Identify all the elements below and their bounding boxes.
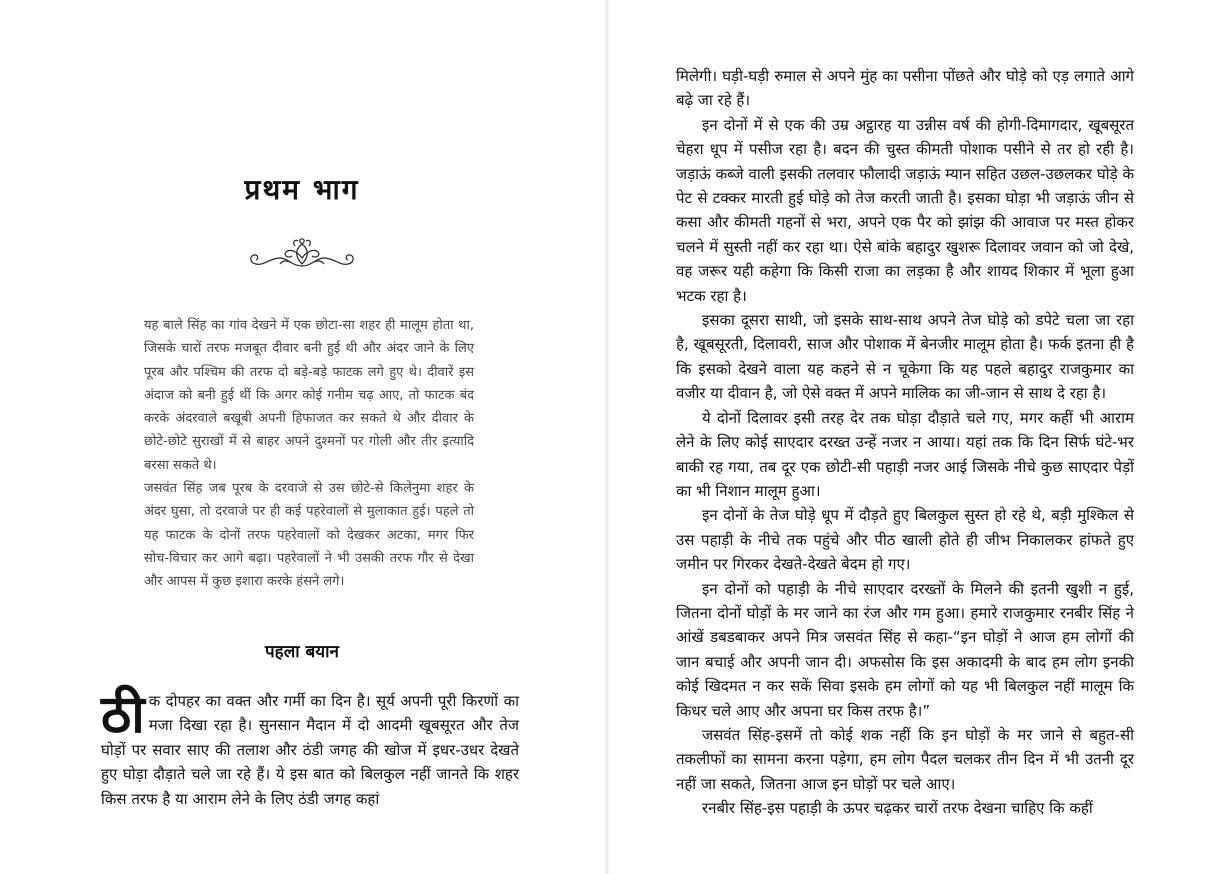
intro-paragraph: यह बाले सिंह का गांव देखने में एक छोटा-सा शहर ही मालूम होता था, जिसके चारों तरफ मजबूत दीवार बनी हुई थी और अंदर जाने के लिए पूरब और पश्चिम की तरफ दो बड़े-बड़े फाटक लगे हुए थे। दीवारें इस अंदाज को बनी हुई थीं कि अगर कोई गनीम चढ़ आए, तो फाटक बंद करके अंदरवाले बखूबी अपनी हिफाजत कर सकते थे और दीवार के छोटे-छोटे सुराखों में से बाहर अपने दुश्मनों पर गोली और तीर इत्यादि बरसा सकते थे। (144, 318, 474, 473)
floral-ornament-icon (246, 236, 358, 272)
paragraph: मिलेगी। घड़ी-घड़ी रुमाल से अपने मुंह का पसीना पोंछते और घोड़े को एड़ लगाते आगे बढ़े जा रहे हैं। (676, 67, 1134, 110)
paragraph: रनबीर सिंह-इस पहाड़ी के ऊपर चढ़कर चारों तरफ देखना चाहिए कि कहीं (702, 799, 1093, 818)
paragraph: इसका दूसरा साथी, जो इसके साथ-साथ अपने तेज घोड़े को डपेटे चला जा रहा है, खूबसूरती, दिलावरी, साज और पोशाक में बेनजीर मालूम होता है। फर्क इतना ही है कि इसको देखने वाला यह कहने से न चूकेगा कि यह पहले बहादुर राजकुमार का वजीर या दीवान है, जो ऐसे वक्त में अपने मालिक का जी-जान से साथ दे रहा है। (676, 311, 1134, 403)
intro-paragraph: जसवंत सिंह जब पूरब के दरवाजे से उस छोटे-से किलेनुमा शहर के अंदर घुसा, तो दरवाजे पर ही कई पहरेवालों से मुलाकात हुई। पहले तो यह फाटक के दोनों तरफ पहरेवालों को देखकर अटका, मगर फिर सोच-विचार कर आगे बढ़ा। पहरेवालों ने भी उसकी तरफ गौर से देखा और आपस में कुछ इशारा करके हंसने लगे। (144, 481, 474, 590)
left-page (0, 0, 604, 874)
part-title: प्रथम भाग (244, 173, 360, 206)
chapter-body-left (101, 685, 519, 811)
intro-text (144, 314, 474, 594)
opening-text: क दोपहर का वक्त और गर्मी का दिन है। सूर्य अपनी पूरी किरणों का मजा दिखा रहा है। सुनसान मैदान में दो आदमी खूबसूरत और तेज घोड़ों पर सवार साए की तलाश और ठंडी जगह की खोज में इधर-उधर देखते हुए घोड़ा दौड़ाते चले जा रहे हैं। ये इस बात को बिलकुल नहीं जानते कि शहर किस तरफ है या आराम लेने के लिए ठंडी जगह कहां (101, 692, 519, 808)
drop-cap: ठी (101, 685, 145, 745)
paragraph: इन दोनों के तेज घोड़े धूप में दौड़ते हुए बिलकुल सुस्त हो रहे थे, बड़ी मुश्किल से उस पहाड़ी के नीचे तक पहुंचे और पीठ खाली होते ही जीभ निकालकर हांफते हुए जमीन पर गिरकर देखते-देखते बेदम हो गए। (676, 506, 1134, 574)
chapter-title: पहला बयान (265, 642, 339, 662)
paragraph: जसवंत सिंह-इसमें तो कोई शक नहीं कि इन घोड़ों के मर जाने से बहुत-सी तकलीफों का सामना करना पड़ेगा, हम लोग पैदल चलकर तीन दिन में भी उतनी दूर नहीं जा सकते, जितना आज इन घोड़ों पर चले आए। (676, 725, 1134, 793)
paragraph: इन दोनों में से एक की उम्र अट्ठारह या उन्नीस वर्ष की होगी-दिमागदार, खूबसूरत चेहरा धूप में पसीज रहा है। बदन की चुस्त कीमती पोशाक पसीने से तर हो रही है। जड़ाऊं कब्जे वाली इसकी तलवार फौलादी जड़ाऊं म्यान सहित उछल-उछलकर घोड़े के पेट से टक्कर मारती हुई घोड़े को तेज करती जाती है। इसका घोड़ा भी जड़ाऊं जीन से कसा और कीमती गहनों से भरा, अपने एक पैर को झांझ की आवाज पर मस्त होकर चलने में सुस्ती नहीं कर रहा था। ऐसे बांके बहादुर खुशरू दिलावर जवान को जो देखे, वह जरूर यही कहेगा कि किसी राजा का लड़का है और शायद शिकार में भूला हुआ भटक रहा है। (676, 115, 1134, 305)
paragraph: ये दोनों दिलावर इसी तरह देर तक घोड़ा दौड़ाते चले गए, मगर कहीं भी आराम लेने के लिए कोई साएदार दरख्त उन्हें नजर न आया। यहां तक कि दिन सिर्फ घंटे-भर बाकी रह गया, तब दूर एक छोटी-सी पहाड़ी नजर आई जिसके नीचे कुछ साएदार पेड़ों का भी निशान मालूम हुआ। (676, 408, 1134, 500)
paragraph: इन दोनों को पहाड़ी के नीचे साएदार दरख्तों के मिलने की इतनी खुशी न हुई, जितना दोनों घोड़ों के मर जाने का रंज और गम हुआ। हमारे राजकुमार रनबीर सिंह ने आंखें डबडबाकर अपने मित्र जसवंत सिंह से कहा-“इन घोड़ों ने आज हम लोगों की जान बचाई और अपनी जान दी। अफसोस कि इस अकादमी के बाद हम लोग इनकी कोई खिदमत न कर सकें सिवा इसके हम लोगों को यह भी बिलकुल नहीं मालूम कि किधर चले आए और अपना घर किस तरफ है।” (676, 579, 1134, 720)
chapter-opening-paragraph (101, 685, 519, 811)
right-page (676, 64, 1134, 821)
book-gutter (604, 0, 610, 874)
